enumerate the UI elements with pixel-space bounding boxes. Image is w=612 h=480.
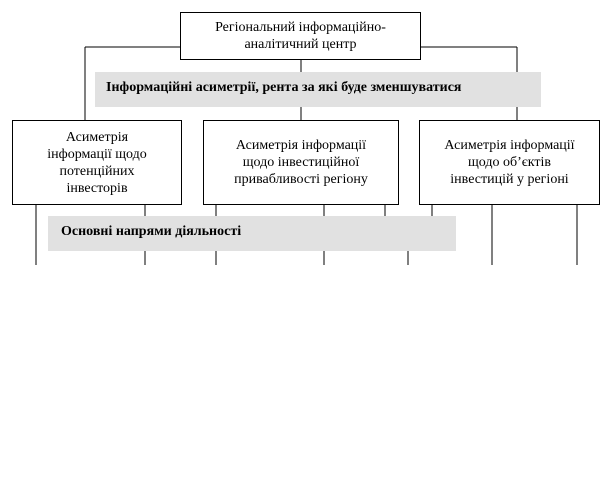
box1-line1: Асиметрія <box>65 129 129 145</box>
box1-line4: інвесторів <box>66 180 128 196</box>
center-box <box>180 12 421 60</box>
box2-line1: Асиметрія інформації <box>235 138 367 153</box>
asymmetry-box-objects <box>419 120 600 205</box>
box2-line3: привабливості регіону <box>234 172 368 187</box>
box1-line3: потенційних <box>59 163 135 179</box>
asymmetry-box-investors <box>12 120 182 205</box>
box3-line3: інвестицій у регіоні <box>450 172 569 187</box>
box1-line2: інформації щодо <box>47 146 147 162</box>
box2-line2: щодо інвестиційної <box>242 155 360 170</box>
center-title-line2: аналітичний центр <box>244 37 357 52</box>
center-title-line1: Регіональний інформаційно- <box>215 20 386 35</box>
asymmetries-band-label: Інформаційні асиметрії, рента за які буде зменшуватися <box>106 80 462 95</box>
directions-band-label: Основні напрями діяльності <box>61 224 242 239</box>
asymmetry-box-attractiveness <box>203 120 399 205</box>
box3-line2: щодо об’єктів <box>467 155 552 170</box>
box3-line1: Асиметрія інформації <box>444 138 575 153</box>
